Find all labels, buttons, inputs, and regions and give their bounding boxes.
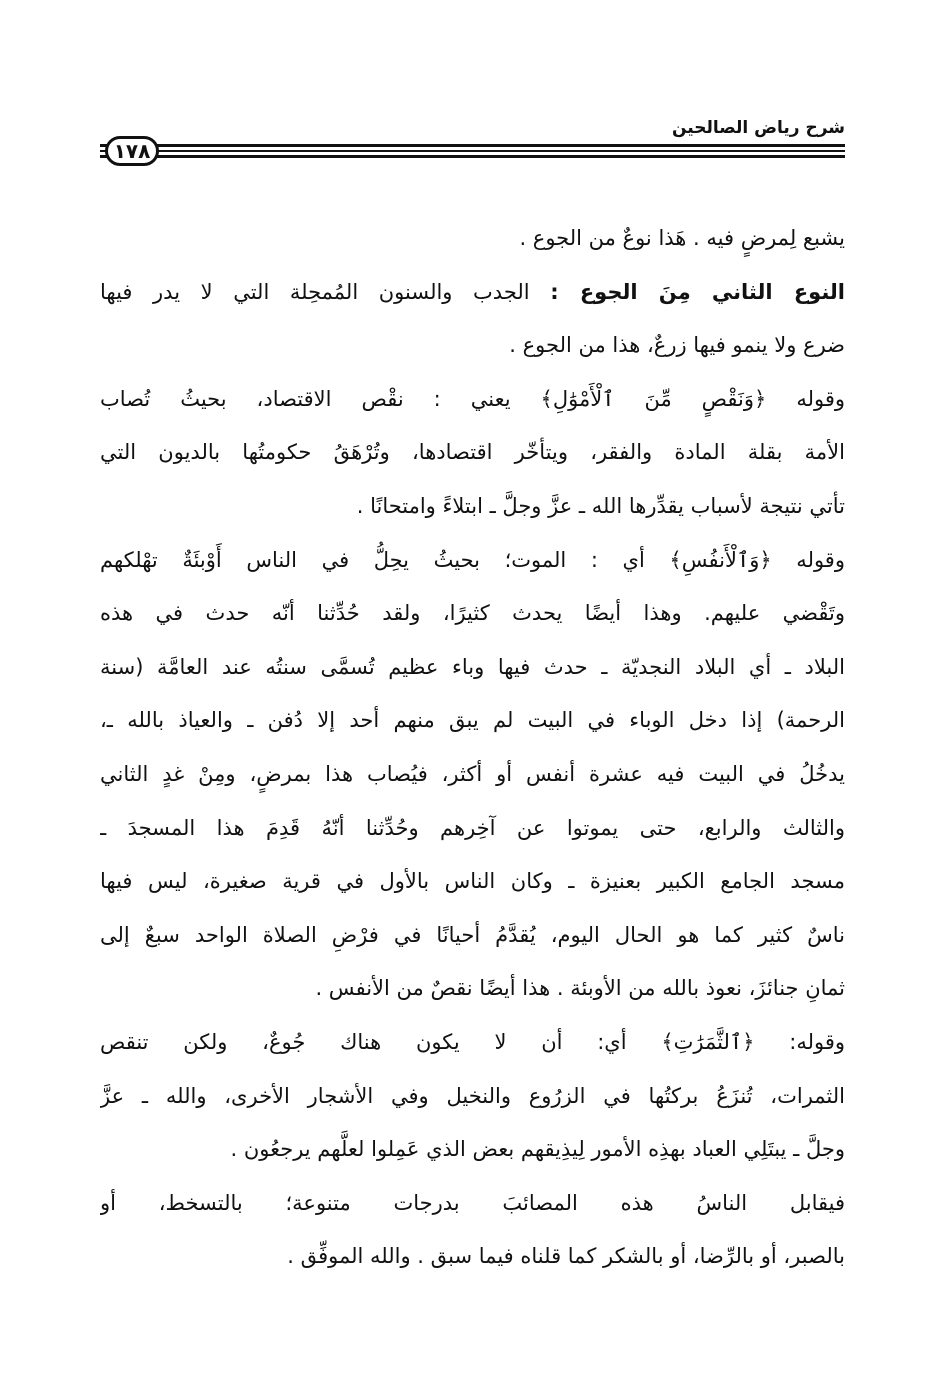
text-line: ضرع ولا ينمو فيها زرعٌ، هذا من الجوع . <box>509 333 845 358</box>
header-rule <box>100 155 845 158</box>
text-line: بالصبر، أو بالرِّضا، أو بالشكر كما قلناه فيما سبق . والله الموفِّق . <box>287 1244 845 1269</box>
text-line: يدخُلُ في البيت فيه عشرة أنفس أو أكثر، فيُصاب هذا بمرضٍ، ومِنْ غدٍ الثاني <box>100 761 845 786</box>
text-line: وتَقْضي عليهم. وهذا أيضًا يحدث كثيرًا، ولقد حُدِّثنا أنّه حدث في هذه <box>100 601 845 626</box>
text-line: الثمرات، تُنزَعُ بركتُها في الزرُوع والنخيل وفي الأشجار الأخرى، والله ـ عزَّ <box>100 1083 845 1108</box>
text-line-content: الجدب والسنون المُمحِلة التي لا يدر فيها <box>100 279 551 304</box>
section-heading: النوع الثاني مِنَ الجوع : <box>550 279 845 304</box>
text-line: وجلَّ ـ يبتَلِي العباد بهذِه الأمور لِيذِيقهم بعض الذي عَمِلوا لعلَّهم يرجعُون . <box>230 1137 845 1162</box>
text-line: وقوله ﴿وَٱلْأَنفُسِ﴾ أي : الموت؛ بحيثُ يحِلُّ في الناس أَوْبئَةٌ تهْلكهم <box>100 547 845 572</box>
body-text <box>100 212 845 1284</box>
text-line: يشبع لِمرضٍ فيه . هَذا نوعٌ من الجوع . <box>519 226 845 250</box>
page-number: ١٧٨ <box>105 136 159 166</box>
text-line: وقوله: ﴿ٱلثَّمَرَٰتِ﴾ أي: أن لا يكون هناك جُوعٌ، ولكن تنقص <box>100 1029 845 1054</box>
text-line: ناسٌ كثير كما هو الحال اليوم، يُقدَّمُ أحيانًا في فرْضِ الصلاة الواحد سبعٌ إلى <box>100 922 845 947</box>
text-line <box>100 266 845 320</box>
text-line: ثمانِ جنائزَ، نعوذ بالله من الأوبئة . هذا أيضًا نقصٌ من الأنفس . <box>315 976 845 1001</box>
text-line: مسجد الجامع الكبير بعنيزة ـ وكان الناس بالأول في قرية صغيرة، ليس فيها <box>100 869 845 894</box>
text-line: والثالث والرابع، حتى يموتوا عن آخِرهم وحُدِّثنا أنّهُ قَدِمَ هذا المسجدَ ـ <box>100 815 845 840</box>
text-line: وقوله ﴿وَنَقْصٍ مِّنَ ٱلْأَمْوَٰلِ﴾ يعني : نقْص الاقتصاد، بحيثُ تُصاب <box>100 386 845 411</box>
text-line: الرحمة) إذا دخل الوباء في البيت لم يبق منهم أحد إلا دُفن ـ والعياذ بالله ـ، <box>100 708 845 733</box>
text-line: فيقابل الناسُ هذه المصائبَ بدرجات متنوعة؛ بالتسخط، أو <box>100 1190 845 1215</box>
book-title: شرح رياض الصالحين <box>671 118 845 138</box>
header-rule <box>100 150 845 152</box>
text-line: البلاد ـ أي البلاد النجديّة ـ حدث فيها وباء عظيم تُسمَّى سنتُه عند العامَّة (سنة <box>100 654 845 679</box>
header-rule <box>100 144 845 147</box>
text-line: الأمة بقلة المادة والفقر، ويتأخّر اقتصادها، وتُرْهَقُ حكومتُها بالديون التي <box>100 440 845 465</box>
page-header <box>100 110 845 170</box>
text-line: تأتي نتيجة لأسباب يقدِّرها الله ـ عزَّ وجلَّ ـ ابتلاءً وامتحانًا . <box>356 493 845 518</box>
